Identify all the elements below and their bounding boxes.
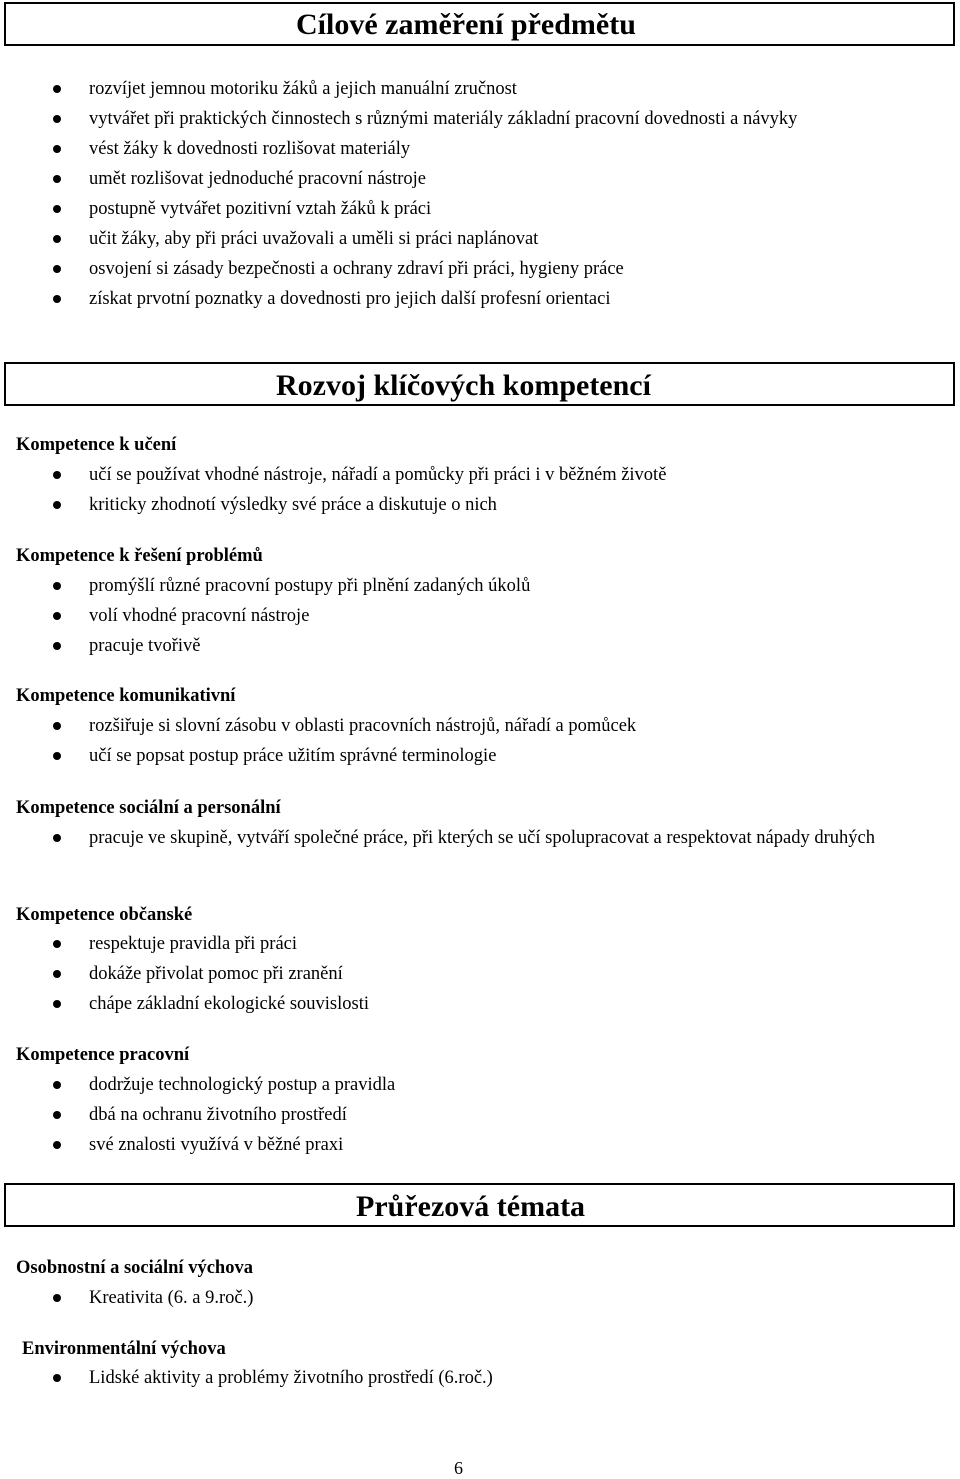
bullet-icon (53, 265, 61, 273)
topics-list (0, 1286, 960, 1316)
bullet-icon (53, 85, 61, 93)
bullet-icon (53, 175, 61, 183)
list-item: promýšlí různé pracovní postupy při plnění zadaných úkolů (0, 574, 960, 599)
list-item: učí se popsat postup práce užitím správné terminologie (0, 744, 960, 769)
group-heading: Kompetence občanské (16, 905, 193, 925)
competence-list (0, 463, 960, 523)
list-item: rozvíjet jemnou motoriku žáků a jejich manuální zručnost (0, 77, 960, 102)
section-title-box-kompetence (4, 362, 955, 406)
list-item: své znalosti využívá v běžné praxi (0, 1133, 960, 1158)
group-heading: Environmentální výchova (22, 1339, 226, 1359)
list-item: učit žáky, aby při práci uvažovali a uměli si práci naplánovat (0, 227, 960, 252)
section-title: Rozvoj klíčových kompetencí (276, 369, 651, 402)
group-heading: Osobnostní a sociální výchova (16, 1258, 253, 1278)
list-item: rozšiřuje si slovní zásobu v oblasti pracovních nástrojů, nářadí a pomůcek (0, 714, 960, 739)
bullet-icon (53, 940, 61, 948)
bullet-icon (53, 1374, 61, 1382)
bullet-icon (53, 970, 61, 978)
group-heading: Kompetence k učení (16, 435, 177, 455)
list-item: dbá na ochranu životního prostředí (0, 1103, 960, 1128)
group-heading: Kompetence pracovní (16, 1045, 190, 1065)
bullet-icon (53, 1141, 61, 1149)
bullet-icon (53, 722, 61, 730)
list-item: vytvářet při praktických činnostech s různými materiály základní pracovní dovednosti a návyky (0, 107, 960, 132)
list-item: umět rozlišovat jednoduché pracovní nástroje (0, 167, 960, 192)
list-item: dokáže přivolat pomoc při zranění (0, 962, 960, 987)
list-item: učí se používat vhodné nástroje, nářadí a pomůcky při práci i v běžném životě (0, 463, 960, 488)
competence-list (0, 574, 960, 664)
bullet-icon (53, 1111, 61, 1119)
goals-list (0, 77, 960, 317)
group-heading: Kompetence komunikativní (16, 686, 236, 706)
competence-list (0, 1073, 960, 1163)
list-item: pracuje tvořivě (0, 634, 960, 659)
group-heading: Kompetence k řešení problémů (16, 546, 263, 566)
bullet-icon (53, 834, 61, 842)
list-item: pracuje ve skupině, vytváří společné práce, při kterých se učí spolupracovat a respektovat nápady druhých (0, 826, 960, 851)
bullet-icon (53, 205, 61, 213)
competence-list (0, 932, 960, 1022)
page-number: 6 (454, 1458, 463, 1478)
section-title: Průřezová témata (356, 1190, 586, 1223)
list-item: kriticky zhodnotí výsledky své práce a diskutuje o nich (0, 493, 960, 518)
bullet-icon (53, 295, 61, 303)
bullet-icon (53, 501, 61, 509)
section-title-box-temata (4, 1183, 955, 1227)
list-item: osvojení si zásady bezpečnosti a ochrany zdraví při práci, hygieny práce (0, 257, 960, 282)
bullet-icon (53, 1000, 61, 1008)
list-item: vést žáky k dovednosti rozlišovat materiály (0, 137, 960, 162)
list-item: Kreativita (6. a 9.roč.) (0, 1286, 960, 1311)
list-item: Lidské aktivity a problémy životního prostředí (6.roč.) (0, 1366, 960, 1391)
list-item: volí vhodné pracovní nástroje (0, 604, 960, 629)
bullet-icon (53, 1294, 61, 1302)
bullet-icon (53, 471, 61, 479)
group-heading: Kompetence sociální a personální (16, 798, 281, 818)
section-title: Cílové zaměření předmětu (296, 8, 636, 41)
bullet-icon (53, 145, 61, 153)
bullet-icon (53, 1081, 61, 1089)
list-item: chápe základní ekologické souvislosti (0, 992, 960, 1017)
bullet-icon (53, 582, 61, 590)
bullet-icon (53, 612, 61, 620)
list-item: získat prvotní poznatky a dovednosti pro jejich další profesní orientaci (0, 287, 960, 312)
topics-list (0, 1366, 960, 1396)
section-title-box-cile (4, 2, 955, 46)
list-item: postupně vytvářet pozitivní vztah žáků k práci (0, 197, 960, 222)
list-item: dodržuje technologický postup a pravidla (0, 1073, 960, 1098)
bullet-icon (53, 752, 61, 760)
bullet-icon (53, 235, 61, 243)
bullet-icon (53, 642, 61, 650)
bullet-icon (53, 115, 61, 123)
list-item: respektuje pravidla při práci (0, 932, 960, 957)
competence-list (0, 826, 960, 856)
competence-list (0, 714, 960, 774)
